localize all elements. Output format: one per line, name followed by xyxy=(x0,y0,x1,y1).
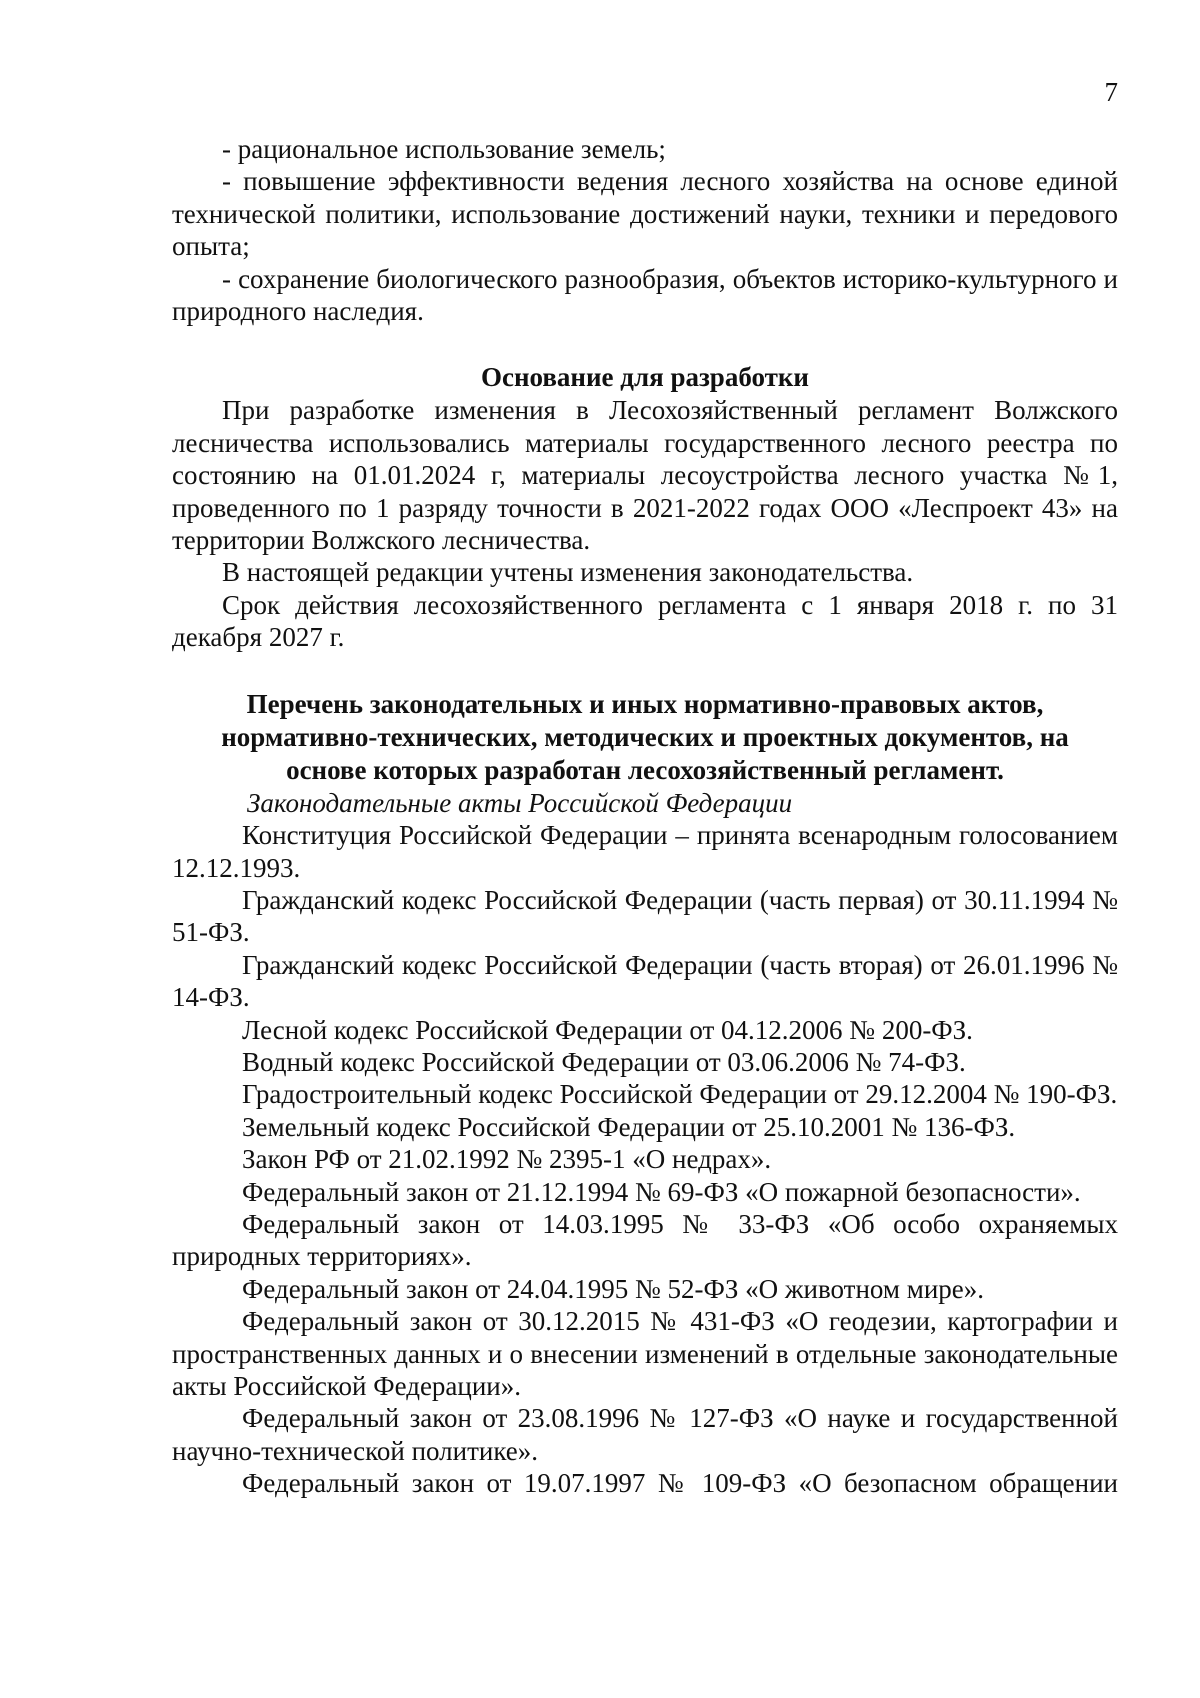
law-item: Закон РФ от 21.02.1992 № 2395-1 «О недрах». xyxy=(242,1144,772,1175)
basis-paragraph: При разработке изменения в Лесохозяйственный регламент Волжского лесничества использовались материалы государственного лесного реестра по состоянию на 01.01.2024 г, материалы лесоустройства лесного участка №1, проведенного по 1 разряду точности в 2021-2022 годах ООО «Леспроект 43» на территории Волжского лесничества. xyxy=(172,395,1118,556)
law-item: Гражданский кодекс Российской Федерации (часть первая) от 30.11.1994 № 51-ФЗ. xyxy=(172,884,1118,948)
law-item: Земельный кодекс Российской Федерации от 25.10.2001 № 136-ФЗ. xyxy=(242,1111,1016,1142)
law-item: Федеральный закон от 24.04.1995 № 52-ФЗ «О животном мире». xyxy=(242,1273,985,1304)
law-item: Конституция Российской Федерации – принята всенародным голосованием 12.12.1993. xyxy=(172,820,1118,883)
spacer xyxy=(172,327,1118,361)
spacer xyxy=(172,654,1118,688)
law-item: Водный кодекс Российской Федерации от 03.06.2006 № 74-ФЗ. xyxy=(242,1046,966,1077)
law-item: Федеральный закон от 14.03.1995 № 33-ФЗ «Об особо охраняемых природных территориях». xyxy=(172,1208,1118,1272)
heading-line: нормативно-технических, методических и проектных документов, на xyxy=(221,721,1069,752)
intro-item: - рациональное использование земель; xyxy=(222,134,666,164)
law-item: Гражданский кодекс Российской Федерации (часть вторая) от 26.01.1996 № 14-ФЗ. xyxy=(172,949,1118,1013)
page-number: 7 xyxy=(1104,77,1118,107)
law-item: Федеральный закон от 30.12.2015 № 431-ФЗ «О геодезии, картографии и пространственных данных и о внесении изменений в отдельные законодательные акты Российской Федерации». xyxy=(172,1306,1118,1401)
subheading-legislative-acts: Законодательные акты Российской Федерации xyxy=(247,787,793,818)
basis-paragraph: В настоящей редакции учтены изменения законодательства. xyxy=(222,557,914,588)
intro-item: - сохранение биологического разнообразия, объектов историко-культурного и природного наследия. xyxy=(172,263,1118,327)
law-item: Федеральный закон от 23.08.1996 № 127-ФЗ «О науке и государственной научно-технической политике». xyxy=(172,1403,1118,1466)
basis-paragraph: Срок действия лесохозяйственного регламента с 1 января 2018 г. по 31 декабря 2027 г. xyxy=(172,589,1118,653)
law-item: Лесной кодекс Российской Федерации от 04.12.2006 № 200-ФЗ. xyxy=(242,1014,973,1045)
intro-item: - повышение эффективности ведения лесного хозяйства на основе единой технической политики, использование достижений науки, техники и передового опыта; xyxy=(172,166,1118,262)
section-heading-acts xyxy=(172,688,1118,787)
section-heading-basis: Основание для разработки xyxy=(480,362,809,393)
heading-line: основе которых разработан лесохозяйственный регламент. xyxy=(286,754,1004,785)
law-item: Федеральный закон от 19.07.1997 № 109-ФЗ «О безопасном обращении xyxy=(242,1468,1118,1499)
law-item: Федеральный закон от 21.12.1994 № 69-ФЗ «О пожарной безопасности». xyxy=(242,1176,1081,1207)
law-item: Градостроительный кодекс Российской Федерации от 29.12.2004 № 190-ФЗ. xyxy=(242,1079,1118,1110)
heading-line: Перечень законодательных и иных нормативно-правовых актов, xyxy=(246,688,1044,719)
page-content xyxy=(172,133,1118,1500)
